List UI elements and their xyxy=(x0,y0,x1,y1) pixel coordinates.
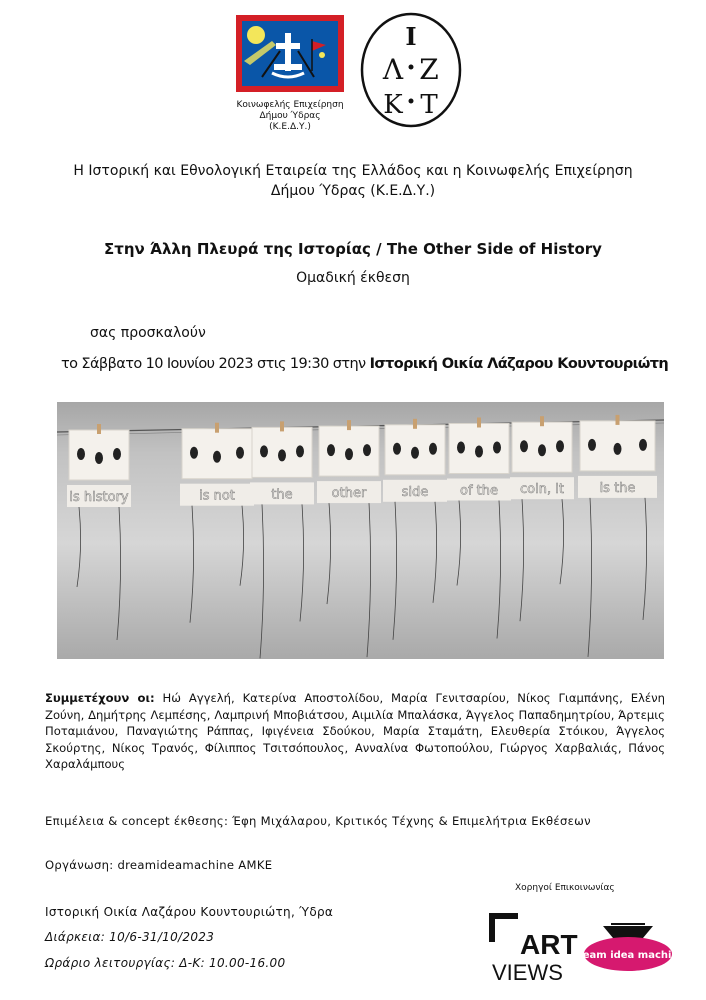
artwork-word: side xyxy=(401,484,429,500)
artwork-illustration xyxy=(57,402,664,659)
participants-names: Ηώ Αγγελή, Κατερίνα Αποστολίδου, Μαρία Γενιτσαρίου, Νίκος Γιαμπάνης, Ελένη Ζούνη, Δημήτρης Λεμπέσης, Λαμπρινή Μποβιάτσου, Αιμιλία Μπαλάσκα, Άγγελος Παπαδημητρίου, Άρτεμις Ποταμιάνου, Παναγιώτης Ράππας, Ιφιγένεια Σδούκου, Μαρία Σταμάτη, Ελευθερία Στόικου, Άγγελος Σκούρτης, Νίκος Τρανός, Φίλιππος Τσιτσόπουλος, Ανναλίνα Φωτοπούλου, Γιώργος Χαρβαλιάς, Πάνος Χαραλάμπους xyxy=(45,691,665,771)
artviews-art-text: ART xyxy=(520,929,578,960)
duration-info: Διάρκεια: 10/6-31/10/2023 xyxy=(45,930,215,944)
artwork-word: coin, it xyxy=(520,482,564,498)
seal-letter-lambda: Λ xyxy=(382,53,404,86)
dreamideamachine-logo xyxy=(570,920,686,976)
curation-credit: Επιμέλεια & concept έκθεσης: Έφη Μιχάλαρου, Κριτικός Τέχνης & Επιμελήτρια Εκθέσεων xyxy=(45,814,591,828)
seal-letter-zeta: Ζ xyxy=(419,53,439,86)
artwork-sheet xyxy=(580,415,655,471)
kedy-caption xyxy=(205,100,375,133)
artwork-word: the xyxy=(271,487,293,503)
artwork-word-strip xyxy=(447,479,511,639)
organiser-credit: Οργάνωση: dreamideamachine ΑΜΚΕ xyxy=(45,858,273,872)
artwork-photo xyxy=(57,402,664,659)
kedy-caption-line3: (Κ.Ε.Δ.Υ.) xyxy=(269,122,311,132)
artwork-sheet xyxy=(385,419,445,475)
kedy-caption-line1: Κοινωφελής Επιχείρηση xyxy=(236,100,344,110)
historical-society-seal-logo xyxy=(360,12,462,128)
artwork-sheet xyxy=(252,421,312,477)
artviews-views-text: VIEWS xyxy=(492,960,563,985)
artwork-sheet xyxy=(512,416,572,472)
participants-label: Συμμετέχουν οι: xyxy=(45,691,155,705)
artwork-word-strip xyxy=(383,480,447,640)
artwork-sheet xyxy=(319,420,379,476)
artwork-word-strip xyxy=(180,484,254,623)
artwork-sheet xyxy=(449,418,509,474)
sponsors-label: Χορηγοί Επικοινωνίας xyxy=(515,883,615,893)
seal-letter-tau: Τ xyxy=(420,90,438,120)
opening-hours-info: Ωράριο λειτουργίας: Δ-Κ: 10.00-16.00 xyxy=(45,956,286,970)
date-text: το Σάββατο 10 Ιουνίου 2023 στις 19:30 στην xyxy=(61,356,370,372)
artwork-word-strip xyxy=(317,481,381,657)
venue-info: Ιστορική Οικία Λαζάρου Κουντουριώτη, Ύδρα xyxy=(45,905,334,919)
kedy-caption-line2: Δήμου Ύδρας xyxy=(259,111,321,121)
date-line xyxy=(61,356,668,372)
kedy-flag-logo xyxy=(236,15,344,92)
invite-text: σας προσκαλούν xyxy=(90,325,206,341)
exhibition-subtitle: Ομαδική έκθεση xyxy=(296,270,410,286)
artwork-word: is the xyxy=(599,480,636,496)
organisers-line-1: Η Ιστορική και Εθνολογική Εταιρεία της Ελλάδος και η Κοινωφελής Επιχείρηση xyxy=(73,163,633,179)
artwork-word-strip xyxy=(510,477,574,621)
artwork-sheet xyxy=(69,424,129,480)
flag-emblem-icon xyxy=(242,21,338,86)
seal-letter-kappa: Κ xyxy=(383,90,403,120)
artwork-word: is history xyxy=(69,490,129,505)
artwork-word-strip xyxy=(578,476,657,657)
artwork-word-strip xyxy=(250,482,314,658)
participants-list xyxy=(45,690,665,773)
organisers-line-2: Δήμου Ύδρας (Κ.Ε.Δ.Υ.) xyxy=(270,183,436,199)
artwork-word-strip xyxy=(67,485,131,640)
exhibition-title: Στην Άλλη Πλευρά της Ιστορίας / The Other Side of History xyxy=(104,240,602,258)
artwork-word: other xyxy=(331,486,367,502)
artviews-logo xyxy=(488,912,578,985)
artwork-word: of the xyxy=(460,483,498,499)
venue-bold: Ιστορική Οικία Λάζαρου Κουντουριώτη xyxy=(369,356,669,372)
artwork-sheet xyxy=(182,423,252,479)
dream-logo-text: dream idea machine xyxy=(570,950,686,961)
seal-letter-i: Ι xyxy=(405,22,417,51)
artwork-word: is not xyxy=(199,488,235,504)
